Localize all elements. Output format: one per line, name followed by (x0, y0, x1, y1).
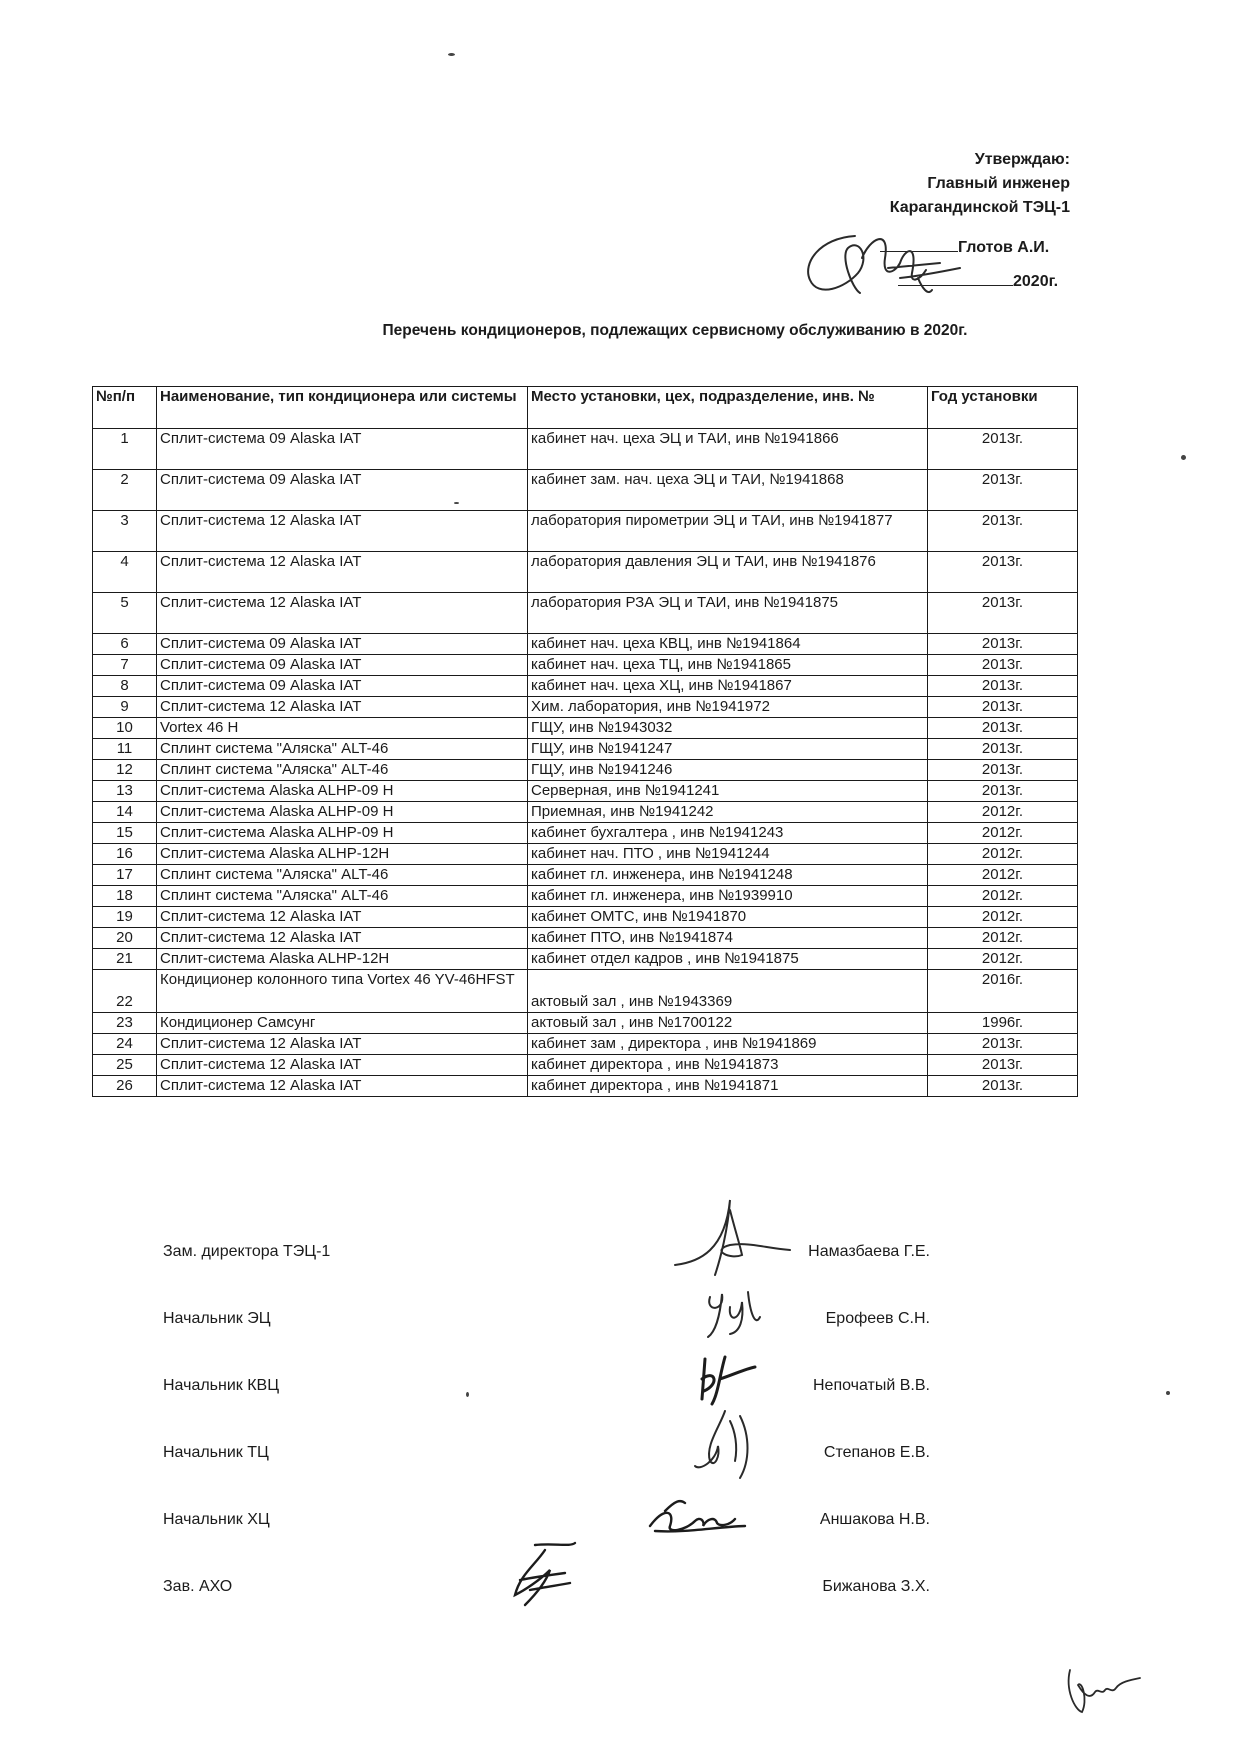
row-location: лаборатория РЗА ЭЦ и ТАИ, инв №1941875 (528, 593, 928, 634)
row-num: 6 (93, 634, 157, 655)
row-name: Сплит-система 12 Alaska IAT (157, 1076, 528, 1097)
row-name: Сплит-система 12 Alaska IAT (157, 1055, 528, 1076)
row-num: 16 (93, 844, 157, 865)
row-location: кабинет ПТО, инв №1941874 (528, 928, 928, 949)
handwritten-signature (700, 1282, 770, 1342)
row-year: 2012г. (928, 823, 1078, 844)
column-header-location: Место установки, цех, подразделение, инв. № (528, 387, 928, 429)
row-location: кабинет отдел кадров , инв №1941875 (528, 949, 928, 970)
row-name: Сплит-система 12 Alaska IAT (157, 907, 528, 928)
row-year: 2013г. (928, 552, 1078, 593)
signer-position: Начальник ХЦ (163, 1511, 270, 1528)
signer-position: Зав. АХО (163, 1578, 233, 1595)
row-num: 9 (93, 697, 157, 718)
table-row (93, 1055, 1078, 1076)
approval-position: Главный инженер (927, 175, 1070, 192)
row-name: Сплит-система 09 Alaska IAT (157, 429, 528, 470)
row-year: 2013г. (928, 697, 1078, 718)
table-row (93, 865, 1078, 886)
scan-speck (448, 53, 455, 56)
table-row (93, 823, 1078, 844)
row-num: 2 (93, 470, 157, 511)
row-location: кабинет нач. цеха ХЦ, инв №1941867 (528, 676, 928, 697)
approval-handwritten-signature (800, 218, 975, 313)
row-location: актовый зал , инв №1943369 (528, 970, 928, 1013)
row-name: Сплит-система 09 Alaska IAT (157, 676, 528, 697)
row-year: 2013г. (928, 1076, 1078, 1097)
row-num: 22 (93, 970, 157, 1013)
row-name: Vortex 46 H (157, 718, 528, 739)
signature-row (0, 1436, 1240, 1476)
row-location: кабинет бухгалтера , инв №1941243 (528, 823, 928, 844)
row-location: ГЩУ, инв №1941247 (528, 739, 928, 760)
row-num: 10 (93, 718, 157, 739)
row-year: 2012г. (928, 865, 1078, 886)
row-year: 2013г. (928, 511, 1078, 552)
signer-name: Непочатый В.В. (813, 1377, 930, 1394)
column-header-num: №п/п (93, 387, 157, 429)
table-row (93, 949, 1078, 970)
row-name: Сплинт система "Аляска" ALT-46 (157, 739, 528, 760)
row-name: Сплит-система Alaska ALHP-12H (157, 949, 528, 970)
row-num: 1 (93, 429, 157, 470)
row-num: 12 (93, 760, 157, 781)
row-location: кабинет зам. нач. цеха ЭЦ и ТАИ, №1941868 (528, 470, 928, 511)
column-header-year: Год установки (928, 387, 1078, 429)
row-location: ГЩУ, инв №1941246 (528, 760, 928, 781)
row-year: 2013г. (928, 470, 1078, 511)
row-num: 15 (93, 823, 157, 844)
row-location: актовый зал , инв №1700122 (528, 1013, 928, 1034)
row-num: 23 (93, 1013, 157, 1034)
handwritten-signature (690, 1406, 770, 1481)
row-name: Сплит-система Alaska ALHP-09 H (157, 823, 528, 844)
row-location: лаборатория пирометрии ЭЦ и ТАИ, инв №1941877 (528, 511, 928, 552)
signer-name: Ерофеев С.Н. (825, 1310, 930, 1327)
approval-label: Утверждаю: (974, 151, 1070, 168)
row-location: кабинет директора , инв №1941873 (528, 1055, 928, 1076)
row-num: 17 (93, 865, 157, 886)
row-year: 2013г. (928, 781, 1078, 802)
row-name: Сплит-система 12 Alaska IAT (157, 1034, 528, 1055)
approval-block (840, 148, 1070, 220)
row-year: 2013г. (928, 676, 1078, 697)
row-year: 2012г. (928, 802, 1078, 823)
table-header-row (93, 387, 1078, 429)
handwritten-signature (505, 1535, 585, 1615)
row-num: 21 (93, 949, 157, 970)
column-header-name: Наименование, тип кондиционера или системы (157, 387, 528, 429)
row-location: кабинет нач. цеха КВЦ, инв №1941864 (528, 634, 928, 655)
row-name: Сплит-система 12 Alaska IAT (157, 928, 528, 949)
row-name: Сплит-система 12 Alaska IAT (157, 511, 528, 552)
row-location: кабинет нач. ПТО , инв №1941244 (528, 844, 928, 865)
row-location: кабинет зам , директора , инв №1941869 (528, 1034, 928, 1055)
air-conditioner-table (92, 386, 1078, 1097)
row-location: кабинет ОМТС, инв №1941870 (528, 907, 928, 928)
table-row (93, 781, 1078, 802)
table-row (93, 970, 1078, 1013)
table-row (93, 552, 1078, 593)
scan-speck (1181, 455, 1186, 460)
table-row (93, 1076, 1078, 1097)
row-year: 2013г. (928, 760, 1078, 781)
row-name: Сплит-система Alaska ALHP-12H (157, 844, 528, 865)
table-row (93, 470, 1078, 511)
approval-signer: Глотов А.И. (958, 239, 1050, 256)
row-location: лаборатория давления ЭЦ и ТАИ, инв №1941876 (528, 552, 928, 593)
row-num: 19 (93, 907, 157, 928)
row-location: кабинет гл. инженера, инв №1941248 (528, 865, 928, 886)
row-year: 2013г. (928, 1034, 1078, 1055)
signer-name: Бижанова З.Х. (822, 1578, 930, 1595)
row-num: 4 (93, 552, 157, 593)
row-year: 2013г. (928, 429, 1078, 470)
row-name: Сплит-система 09 Alaska IAT (157, 634, 528, 655)
row-name: Сплинт система "Аляска" ALT-46 (157, 886, 528, 907)
row-num: 26 (93, 1076, 157, 1097)
row-num: 20 (93, 928, 157, 949)
signature-row (0, 1503, 1240, 1543)
row-num: 13 (93, 781, 157, 802)
signature-row (0, 1235, 1240, 1275)
row-name: Кондиционер Самсунг (157, 1013, 528, 1034)
document-title: Перечень кондиционеров, подлежащих сервисному обслуживанию в 2020г. (382, 322, 968, 339)
row-num: 11 (93, 739, 157, 760)
table-row (93, 886, 1078, 907)
row-location: кабинет нач. цеха ЭЦ и ТАИ, инв №1941866 (528, 429, 928, 470)
row-name: Сплит-система Alaska ALHP-09 H (157, 781, 528, 802)
table-row (93, 676, 1078, 697)
row-num: 7 (93, 655, 157, 676)
row-year: 2012г. (928, 928, 1078, 949)
row-year: 2012г. (928, 949, 1078, 970)
row-location: Серверная, инв №1941241 (528, 781, 928, 802)
row-year: 2012г. (928, 844, 1078, 865)
row-name: Сплит-система 12 Alaska IAT (157, 552, 528, 593)
table-row (93, 1034, 1078, 1055)
signer-position: Начальник ТЦ (163, 1444, 269, 1461)
table-row (93, 844, 1078, 865)
row-year: 2012г. (928, 886, 1078, 907)
row-name: Сплинт система "Аляска" ALT-46 (157, 865, 528, 886)
signer-position: Зам. директора ТЭЦ-1 (163, 1243, 331, 1260)
table-row (93, 760, 1078, 781)
row-year: 2013г. (928, 593, 1078, 634)
table-row (93, 634, 1078, 655)
row-year: 1996г. (928, 1013, 1078, 1034)
approval-organization: Карагандинской ТЭЦ-1 (889, 199, 1070, 216)
table-row (93, 429, 1078, 470)
row-name: Сплит-система Alaska ALHP-09 H (157, 802, 528, 823)
row-num: 25 (93, 1055, 157, 1076)
corner-initials-scribble (1060, 1660, 1150, 1720)
row-year: 2012г. (928, 907, 1078, 928)
signer-name: Аншакова Н.В. (819, 1511, 930, 1528)
signer-position: Начальник ЭЦ (163, 1310, 271, 1327)
table-row (93, 718, 1078, 739)
row-num: 8 (93, 676, 157, 697)
table-row (93, 511, 1078, 552)
row-location: кабинет нач. цеха ТЦ, инв №1941865 (528, 655, 928, 676)
row-name: Сплит-система 12 Alaska IAT (157, 593, 528, 634)
table-row (93, 593, 1078, 634)
row-year: 2013г. (928, 739, 1078, 760)
handwritten-signature (670, 1190, 800, 1280)
table-row (93, 802, 1078, 823)
row-year: 2013г. (928, 655, 1078, 676)
handwritten-signature (645, 1491, 755, 1541)
row-name: Сплит-система 12 Alaska IAT (157, 697, 528, 718)
table-row (93, 1013, 1078, 1034)
signature-row (0, 1369, 1240, 1409)
table-row (93, 907, 1078, 928)
row-name: Сплит-система 09 Alaska IAT (157, 655, 528, 676)
row-num: 14 (93, 802, 157, 823)
row-location: ГЩУ, инв №1943032 (528, 718, 928, 739)
row-location: Хим. лаборатория, инв №1941972 (528, 697, 928, 718)
row-location: кабинет гл. инженера, инв №1939910 (528, 886, 928, 907)
signer-position: Начальник КВЦ (163, 1377, 280, 1394)
row-year: 2016г. (928, 970, 1078, 1013)
signer-name: Степанов Е.В. (823, 1444, 930, 1461)
row-year: 2013г. (928, 718, 1078, 739)
row-location: Приемная, инв №1941242 (528, 802, 928, 823)
row-name: Сплинт система "Аляска" ALT-46 (157, 760, 528, 781)
table-row (93, 697, 1078, 718)
row-num: 3 (93, 511, 157, 552)
signer-name: Намазбаева Г.Е. (808, 1243, 930, 1260)
table-row (93, 655, 1078, 676)
row-name: Сплит-система 09 Alaska IAT (157, 470, 528, 511)
row-location: кабинет директора , инв №1941871 (528, 1076, 928, 1097)
row-name: Кондиционер колонного типа Vortex 46 YV-46HFST (157, 970, 528, 1013)
table-row (93, 928, 1078, 949)
table-row (93, 739, 1078, 760)
row-year: 2013г. (928, 1055, 1078, 1076)
signature-row (0, 1302, 1240, 1342)
signature-row (0, 1570, 1240, 1610)
row-num: 24 (93, 1034, 157, 1055)
approval-year: 2020г. (1013, 273, 1059, 290)
row-num: 5 (93, 593, 157, 634)
row-year: 2013г. (928, 634, 1078, 655)
handwritten-signature (690, 1349, 760, 1409)
row-num: 18 (93, 886, 157, 907)
